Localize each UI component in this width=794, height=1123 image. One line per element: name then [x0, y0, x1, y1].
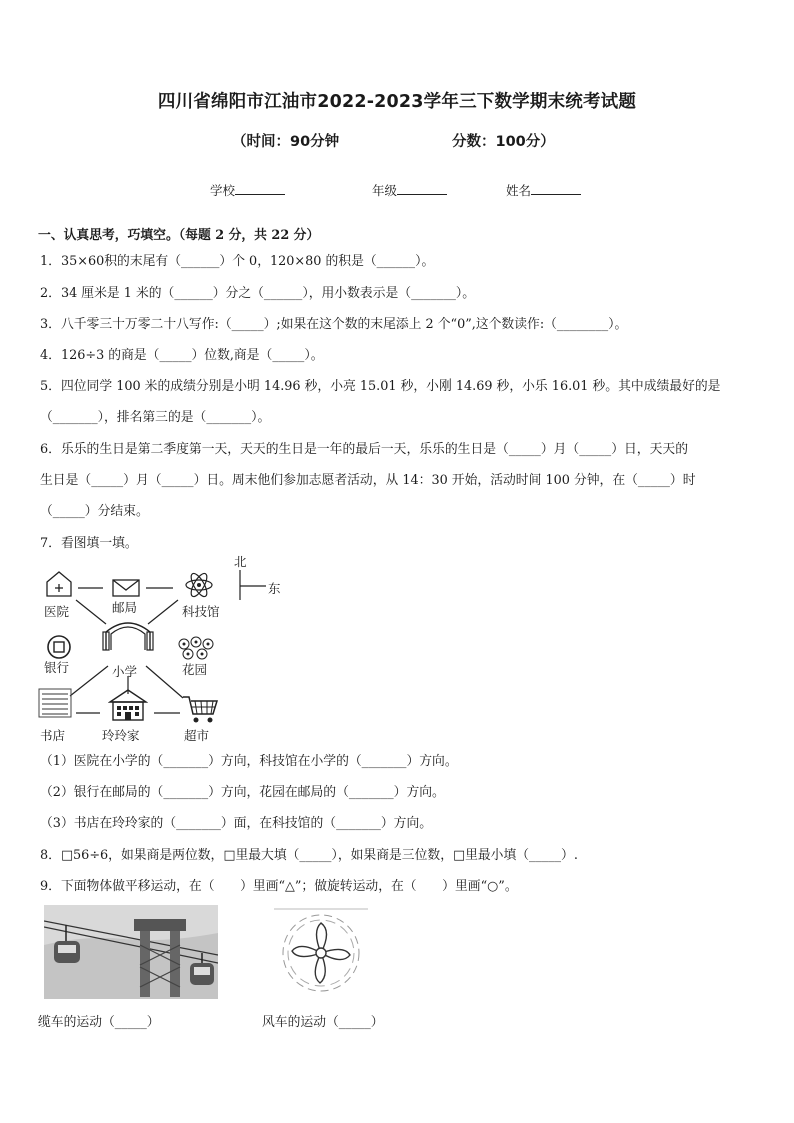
flower-icon [176, 636, 216, 662]
question-2: 2．34 厘米是 1 米的（______）分之（______），用小数表示是（_______）。 [40, 286, 476, 301]
grade-label: 年级 [372, 183, 398, 198]
hospital-label: 医院 [44, 604, 70, 619]
bank-coin-icon [46, 634, 72, 660]
science-museum-label: 科技馆 [182, 604, 220, 619]
question-8: 8．□56÷6，如果商是两位数，□里最大填（_____），如果商是三位数，□里最小填（_____）. [40, 848, 578, 863]
grade-blank[interactable] [397, 182, 447, 195]
school-label: 小学 [112, 664, 138, 679]
question-4: 4．126÷3 的商是（_____）位数,商是（_____）。 [40, 348, 324, 363]
question-5-line-2: （_______），排名第三的是（_______）。 [40, 410, 271, 425]
question-5-line-1: 5．四位同学 100 米的成绩分别是小明 14.96 秒，小亮 15.01 秒，小刚 14.69 秒，小乐 16.01 秒。其中成绩最好的是 [40, 379, 721, 394]
bookstore-icon [38, 688, 72, 718]
time-limit: （时间：90分钟 [232, 134, 340, 150]
lingling-home-label: 玲玲家 [102, 728, 140, 743]
shopping-cart-icon [182, 694, 218, 724]
compass-east-label: 东 [268, 581, 281, 596]
school-blank[interactable] [235, 182, 285, 195]
question-7-2: （2）银行在邮局的（_______）方向，花园在邮局的（_______）方向。 [40, 785, 445, 800]
question-6-line-3: （_____）分结束。 [40, 504, 149, 519]
cable-car-caption: 缆车的运动（_____） [38, 1015, 160, 1030]
post-office-label: 邮局 [112, 600, 138, 615]
school-field[interactable] [210, 181, 285, 199]
atom-icon [184, 570, 214, 600]
bank-label: 银行 [44, 660, 70, 675]
question-3: 3．八千零三十万零二十八写作:（_____）;如果在这个数的末尾添上 2 个“0”,这个数读作:（________）。 [40, 317, 628, 332]
house-icon [108, 688, 148, 722]
section-heading: 一、认真思考，巧填空。（每题 2 分，共 22 分） [38, 228, 320, 243]
question-7: 7．看图填一填。 [40, 536, 138, 551]
hospital-icon [44, 570, 74, 598]
location-map [28, 548, 298, 744]
question-9: 9．下面物体做平移运动，在（ ）里画“△”；做旋转运动，在（ ）里画“○”。 [40, 879, 518, 894]
question-7-3: （3）书店在玲玲家的（_______）面，在科技馆的（_______）方向。 [40, 816, 433, 831]
page-title: 四川省绵阳市江油市2022-2023学年三下数学期末统考试题 [157, 92, 637, 112]
grade-field[interactable] [372, 181, 447, 199]
question-6-line-1: 6．乐乐的生日是第二季度第一天，天天的生日是一年的最后一天，乐乐的生日是（_____）月（_____）日，天天的 [40, 442, 688, 457]
name-label: 姓名 [506, 183, 532, 198]
windmill-caption: 风车的运动（_____） [262, 1015, 384, 1030]
garden-label: 花园 [182, 662, 208, 677]
mail-icon [112, 578, 140, 598]
score-total: 分数：100分） [452, 134, 555, 150]
name-blank[interactable] [531, 182, 581, 195]
question-6-line-2: 生日是（_____）月（_____）日。周末他们参加志愿者活动，从 14：30 开始，活动时间 100 分钟，在（_____）时 [40, 473, 696, 488]
compass-north-label: 北 [234, 554, 247, 569]
name-field[interactable] [506, 181, 581, 199]
bookstore-label: 书店 [40, 728, 66, 743]
cable-car-image [44, 905, 218, 999]
question-7-1: （1）医院在小学的（_______）方向，科技馆在小学的（_______）方向。 [40, 754, 458, 769]
school-gate-icon [100, 618, 156, 652]
supermarket-label: 超市 [184, 728, 210, 743]
windmill-image [274, 907, 368, 997]
question-1: 1．35×60积的末尾有（______）个 0，120×80 的积是（______）。 [40, 254, 435, 269]
school-label: 学校 [210, 183, 236, 198]
